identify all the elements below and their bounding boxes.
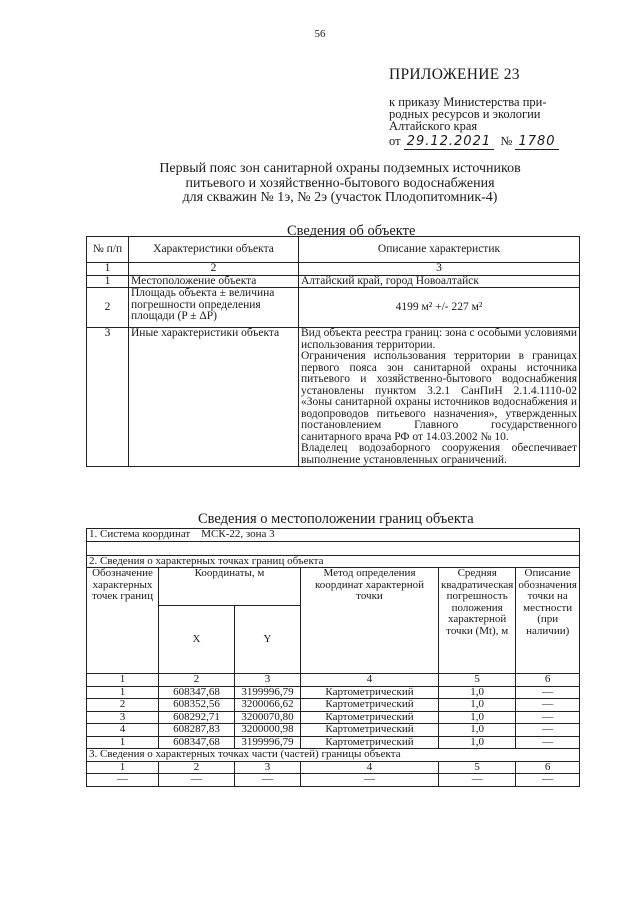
column-number: 6 bbox=[516, 761, 580, 774]
header-x: X bbox=[159, 606, 235, 674]
point-y: 3200070,80 bbox=[235, 711, 301, 724]
point-id: 3 bbox=[87, 711, 159, 724]
coordinate-system: МСК-22, зона 3 bbox=[201, 528, 275, 540]
column-number: 2 bbox=[159, 674, 235, 687]
point-id: 2 bbox=[87, 699, 159, 712]
row-characteristic: Местоположение объекта bbox=[129, 275, 299, 288]
header-y: Y bbox=[235, 606, 301, 674]
order-ref-line: Алтайского края bbox=[389, 119, 478, 133]
point-method: Картометрический bbox=[301, 724, 439, 737]
column-number: 1 bbox=[87, 263, 129, 276]
page-number: 56 bbox=[314, 28, 326, 40]
column-number: 3 bbox=[235, 761, 301, 774]
order-number: 1780 bbox=[515, 134, 558, 150]
point-method: Картометрический bbox=[301, 736, 439, 749]
column-number: 6 bbox=[516, 674, 580, 687]
object-info-table bbox=[86, 236, 580, 467]
order-date: 29.12.2021 bbox=[404, 134, 494, 150]
document-title bbox=[150, 162, 530, 206]
empty-cell: — bbox=[301, 774, 439, 787]
point-error: 1,0 bbox=[439, 736, 516, 749]
description-paragraph: Вид объекта реестра границ: зона с особыми условиями использования территории. bbox=[301, 327, 577, 351]
header-characteristic: Характеристики объекта bbox=[129, 237, 299, 263]
number-prefix: № bbox=[500, 134, 513, 148]
column-number: 5 bbox=[439, 761, 516, 774]
row-description: Алтайский край, город Новоалтайск bbox=[299, 275, 580, 288]
point-id: 1 bbox=[87, 686, 159, 699]
empty-cell: — bbox=[159, 774, 235, 787]
row-num: 3 bbox=[87, 328, 129, 467]
title-line: питьевого и хозяйственно-бытового водоснабжения bbox=[185, 175, 495, 191]
point-id: 1 bbox=[87, 736, 159, 749]
empty-cell: — bbox=[516, 774, 580, 787]
section3-label: 3. Сведения о характерных точках части (частей) границы объекта bbox=[87, 749, 580, 762]
object-info-heading: Сведения об объекте bbox=[287, 223, 416, 239]
empty-cell: — bbox=[87, 774, 159, 787]
row-characteristic: Площадь объекта ± величина погрешности определения площади (P ± ΔP) bbox=[129, 288, 299, 328]
point-error: 1,0 bbox=[439, 724, 516, 737]
header-num: № п/п bbox=[87, 237, 129, 263]
point-method: Картометрический bbox=[301, 699, 439, 712]
point-description: — bbox=[516, 711, 580, 724]
row-description bbox=[299, 328, 580, 467]
point-x: 608347,68 bbox=[159, 686, 235, 699]
order-reference bbox=[389, 96, 579, 132]
header-point-description: Описание обозначения точки на местности (при наличии) bbox=[516, 568, 580, 674]
title-line: для скважин № 1э, № 2э (участок Плодопитомник-4) bbox=[182, 190, 498, 205]
row-description: 4199 м² +/- 227 м² bbox=[299, 288, 580, 328]
row-num: 2 bbox=[87, 288, 129, 328]
header-description: Описание характеристик bbox=[299, 237, 580, 263]
column-number: 3 bbox=[235, 674, 301, 687]
column-number: 2 bbox=[159, 761, 235, 774]
point-y: 3200066,62 bbox=[235, 699, 301, 712]
header-designation: Обозначение характерных точек границ bbox=[87, 568, 159, 674]
column-number: 2 bbox=[129, 263, 299, 276]
description-paragraph: Ограничения использования территории в границах первого пояса зон санитарной охраны источника питьевого и хозяйственно-бытового водоснабжения установлены пунктом 3.2.1 СанПиН 2.1.4.1110-02 «Зоны санитарной охраны источников водоснабжения и водопроводов питьевого назначения», утвержденных постановлением Главного государственного санитарного врача РФ от 14.03.2002 № 10. bbox=[301, 350, 577, 443]
point-method: Картометрический bbox=[301, 686, 439, 699]
empty-cell: — bbox=[439, 774, 516, 787]
point-x: 608352,56 bbox=[159, 699, 235, 712]
date-prefix: от bbox=[389, 134, 401, 148]
point-id: 4 bbox=[87, 724, 159, 737]
point-x: 608287,83 bbox=[159, 724, 235, 737]
point-description: — bbox=[516, 724, 580, 737]
title-line: Первый пояс зон санитарной охраны подземных источников bbox=[159, 161, 521, 176]
order-ref-line: родных ресурсов и экологии bbox=[389, 107, 541, 121]
column-number: 3 bbox=[299, 263, 580, 276]
row-characteristic: Иные характеристики объекта bbox=[129, 328, 299, 467]
description-paragraph: Владелец водозаборного сооружения обеспечивает выполнение установленных ограничений. bbox=[301, 442, 577, 466]
column-number: 5 bbox=[439, 674, 516, 687]
point-description: — bbox=[516, 686, 580, 699]
header-coordinates: Координаты, м bbox=[159, 568, 301, 606]
point-x: 608347,68 bbox=[159, 736, 235, 749]
row-num: 1 bbox=[87, 275, 129, 288]
point-x: 608292,71 bbox=[159, 711, 235, 724]
point-method: Картометрический bbox=[301, 711, 439, 724]
point-error: 1,0 bbox=[439, 711, 516, 724]
column-number: 1 bbox=[87, 674, 159, 687]
location-info-heading: Сведения о местоположении границ объекта bbox=[198, 511, 474, 527]
empty-cell: — bbox=[235, 774, 301, 787]
point-y: 3199996,79 bbox=[235, 736, 301, 749]
appendix-title: ПРИЛОЖЕНИЕ 23 bbox=[389, 66, 520, 83]
order-date-line bbox=[389, 134, 559, 149]
location-info-table bbox=[86, 528, 580, 787]
column-number: 4 bbox=[301, 761, 439, 774]
coordinate-system-row bbox=[87, 529, 580, 542]
spacer-row bbox=[87, 541, 580, 555]
header-error: Средняя квадратическая погрешность положения характерной точки (Mt), м bbox=[439, 568, 516, 674]
section1-label: 1. Система координат bbox=[89, 528, 191, 540]
point-y: 3200000,98 bbox=[235, 724, 301, 737]
header-method: Метод определения координат характерной точки bbox=[301, 568, 439, 674]
point-description: — bbox=[516, 736, 580, 749]
column-number: 4 bbox=[301, 674, 439, 687]
column-number: 1 bbox=[87, 761, 159, 774]
point-error: 1,0 bbox=[439, 686, 516, 699]
section2-label: 2. Сведения о характерных точках границ объекта bbox=[87, 555, 580, 568]
point-error: 1,0 bbox=[439, 699, 516, 712]
point-description: — bbox=[516, 699, 580, 712]
order-ref-line: к приказу Министерства при- bbox=[389, 95, 547, 109]
point-y: 3199996,79 bbox=[235, 686, 301, 699]
